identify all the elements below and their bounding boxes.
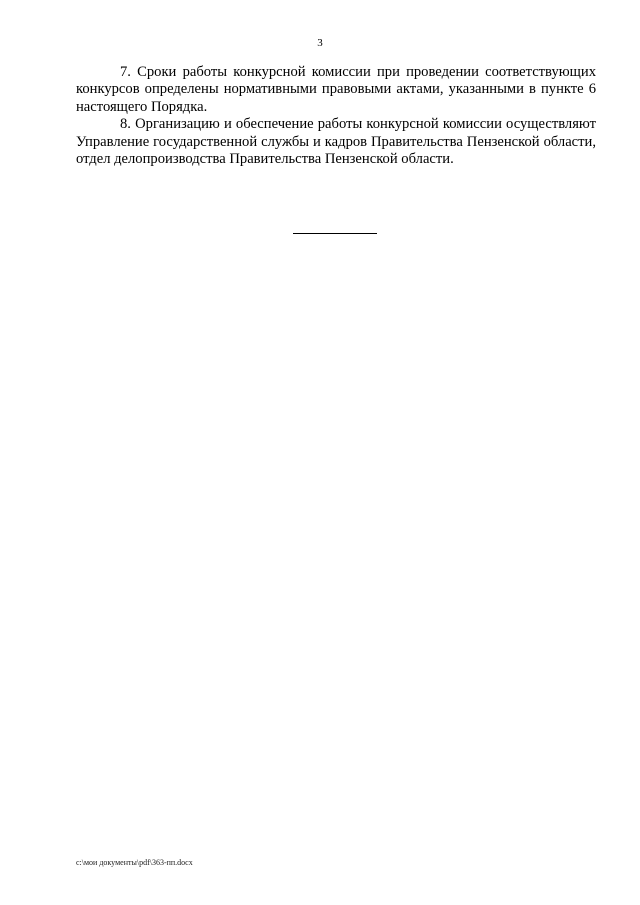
end-separator-line (293, 233, 377, 234)
paragraph-7: 7. Сроки работы конкурсной комиссии при проведении соответствующих конкурсов определены нормативными правовыми актами, указанными в пункте 6 настоящего Порядка. (76, 64, 596, 115)
footer-file-path: c:\мои документы\pdf\363-пп.docx (76, 858, 193, 867)
document-body (76, 64, 596, 168)
page-number: 3 (317, 37, 323, 49)
paragraph-8: 8. Организацию и обеспечение работы конкурсной комиссии осуществляют Управление государственной службы и кадров Правительства Пензенской области, отдел делопроизводства Правительства Пензенской области. (76, 116, 596, 168)
